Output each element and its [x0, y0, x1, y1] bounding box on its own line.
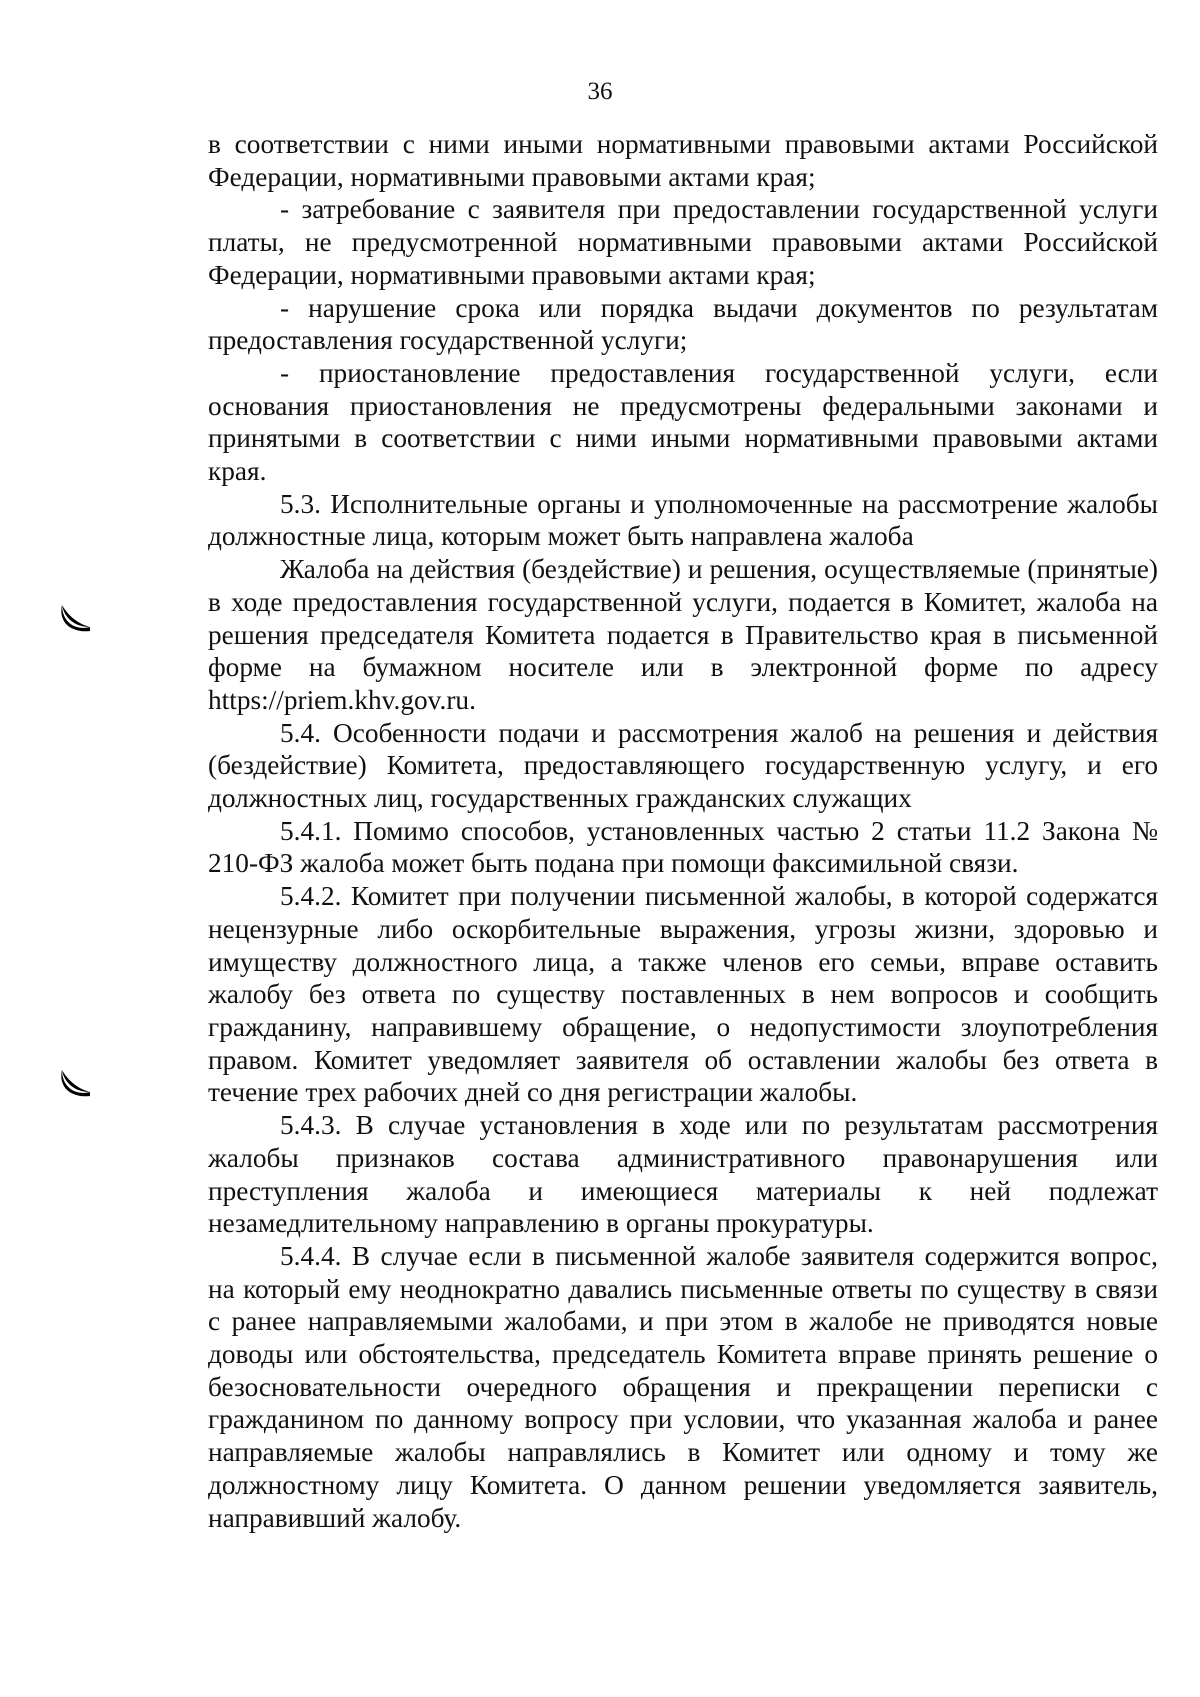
punch-hole-mark-icon [60, 601, 92, 633]
paragraph: - затребование с заявителя при предоставлении государственной услуги платы, не предусмотренной нормативными правовыми актами Российской Федерации, нормативными правовыми актами края; [208, 194, 1158, 290]
paragraph: 5.4.1. Помимо способов, установленных частью 2 статьи 11.2 Закона № 210-ФЗ жалоба может быть подана при помощи факсимильной связи. [208, 815, 1158, 879]
paragraph: - приостановление предоставления государственной услуги, если основания приостановления не предусмотрены федеральными законами и принятыми в соответствии с ними иными нормативными правовыми актами края. [208, 357, 1158, 487]
document-body [208, 128, 1158, 1534]
section-heading: 5.3. Исполнительные органы и уполномоченные на рассмотрение жалобы должностные лица, которым может быть направлена жалоба [208, 488, 1158, 552]
paragraph: 5.4.3. В случае установления в ходе или по результатам рассмотрения жалобы признаков состава административного правонарушения или преступления жалоба и имеющиеся материалы к ней подлежат незамедлительному направлению в органы прокуратуры. [208, 1110, 1158, 1239]
section-heading: 5.4. Особенности подачи и рассмотрения жалоб на решения и действия (бездействие) Комитета, предоставляющего государственную услугу, и его должностных лиц, государственных гражданских служащих [208, 717, 1158, 814]
paragraph: 5.4.4. В случае если в письменной жалобе заявителя содержится вопрос, на который ему неоднократно давались письменные ответы по существу в связи с ранее направляемыми жалобами, и при этом в жалобе не приводятся новые доводы или обстоятельства, председатель Комитета вправе принять решение о безосновательности очередного обращения и прекращении переписки с гражданином по данному вопросу при условии, что указанная жалоба и ранее направляемые жалобы направлялись в Комитет или одному и тому же должностному лицу Комитета. О данном решении уведомляется заявитель, направивший жалобу. [208, 1240, 1158, 1533]
page-number: 36 [587, 78, 613, 105]
paragraph: Жалоба на действия (бездействие) и решения, осуществляемые (принятые) в ходе предоставления государственной услуги, подается в Комитет, жалоба на решения председателя Комитета подается в Правительство края в письменной форме на бумажном носителе или в электронной форме по адресу https://priem.khv.gov.ru. [208, 554, 1158, 715]
paragraph: - нарушение срока или порядка выдачи документов по результатам предоставления государственной услуги; [208, 292, 1158, 356]
punch-hole-mark-icon [60, 1066, 92, 1098]
paragraph: в соответствии с ними иными нормативными правовыми актами Российской Федерации, нормативными правовыми актами края; [208, 129, 1158, 192]
paragraph: 5.4.2. Комитет при получении письменной жалобы, в которой содержатся нецензурные либо оскорбительные выражения, угрозы жизни, здоровью и имуществу должностного лица, а также членов его семьи, вправе оставить жалобу без ответа по существу поставленных в нем вопросов и сообщить гражданину, направившему обращение, о недопустимости злоупотребления правом. Комитет уведомляет заявителя об оставлении жалобы без ответа в течение трех рабочих дней со дня регистрации жалобы. [208, 881, 1158, 1108]
